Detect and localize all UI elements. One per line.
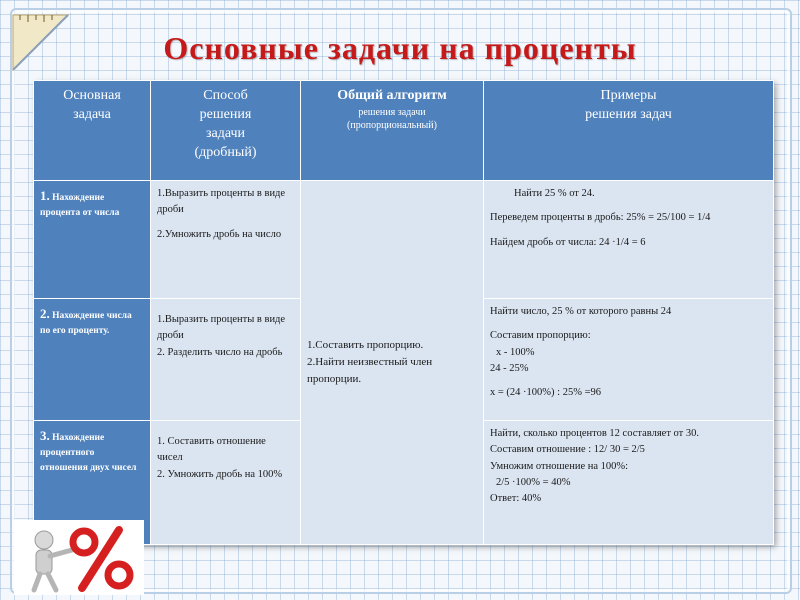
percent-tasks-table [33, 80, 774, 545]
example-cell: Найти 25 % от 24. Переведем проценты в дробь: 25% = 25/100 = 1/4 Найдем дробь от числа: 24 ·1/4 = 6 [484, 181, 774, 299]
header-row [34, 81, 774, 181]
method-cell: 1. Составить отношение чисел 2. Умножить дробь на 100% [151, 421, 301, 545]
task-cell: 1. Нахождение процента от числа [34, 181, 151, 299]
header-algorithm: Общий алгоритм решения задачи (пропорциональный) [301, 81, 484, 181]
task-cell: 2. Нахождение числа по его проценту. [34, 299, 151, 421]
header-method: Способ решения задачи (дробный) [151, 81, 301, 181]
example-cell: Найти число, 25 % от которого равны 24 Составим пропорцию: x - 100% 24 - 25% x = (24 ·100%) : 25% =96 [484, 299, 774, 421]
example-cell: Найти, сколько процентов 12 составляет от 30. Составим отношение : 12/ 30 = 2/5 Умножим отношение на 100%: 2/5 ·100% = 40% Ответ: 40% [484, 421, 774, 545]
header-examples: Примеры решения задач [484, 81, 774, 181]
table-row [34, 181, 774, 299]
percent-tasks-table-wrap [33, 80, 773, 544]
percent-figure-illustration [14, 520, 144, 595]
method-cell: 1.Выразить проценты в виде дроби 2. Разделить число на дробь [151, 299, 301, 421]
page-title: Основные задачи на проценты [163, 30, 637, 66]
header-main-task: Основная задача [34, 81, 151, 181]
method-cell: 1.Выразить проценты в виде дроби 2.Умножить дробь на число [151, 181, 301, 299]
algorithm-cell: 1.Составить пропорцию. 2.Найти неизвестный член пропорции. [301, 181, 484, 545]
task-cell: 3. Нахождение процентного отношения двух чисел [34, 421, 151, 545]
